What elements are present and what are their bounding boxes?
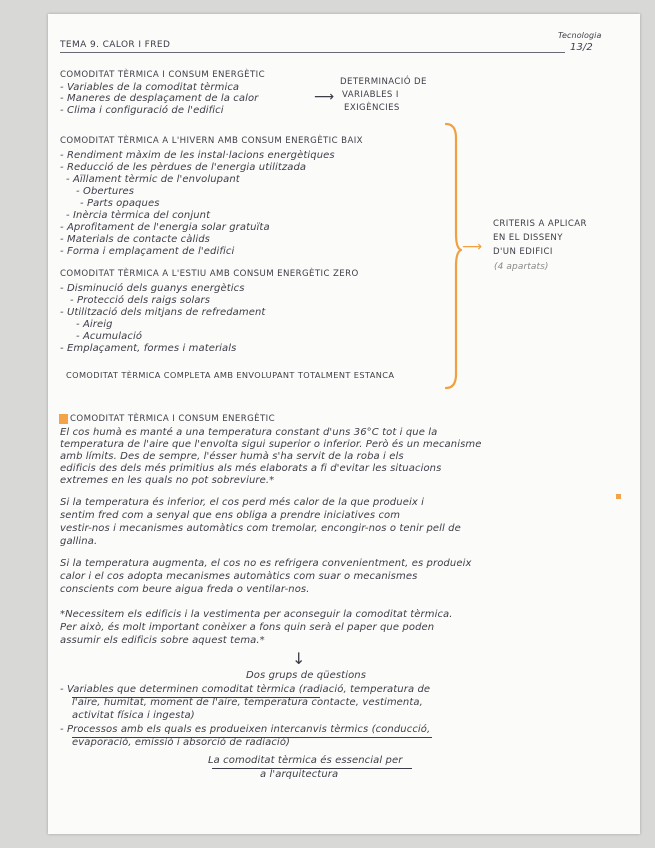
section2-item: - Aprofitament de l'energia solar gratuïta [60, 222, 270, 233]
section2-item: - Inèrcia tèrmica del conjunt [66, 210, 211, 221]
paragraph-line: conscients com beure aigua freda o ventilar-nos. [60, 584, 310, 595]
paragraph-line: El cos humà es manté a una temperatura constant d'uns 36°C tot i que la [60, 427, 438, 438]
bullet-line: - Processos amb els quals es produeixen intercanvis tèrmics (conducció, [60, 724, 431, 735]
paragraph-line: temperatura de l'aire que l'envolta sigui superior o inferior. Però és un mecanisme [60, 439, 482, 450]
paragraph-line: calor i el cos adopta mecanismes automàtics com suar o mecanismes [60, 571, 418, 582]
criteria-note: D'UN EDIFICI [493, 247, 553, 257]
section1-item: - Variables de la comoditat tèrmica [60, 82, 240, 93]
bullet-line: l'aire, humitat, moment de l'aire, temperatura contacte, vestimenta, [72, 697, 423, 708]
section2-item: - Obertures [76, 186, 135, 197]
section1-note: DETERMINACIÓ DE [340, 77, 427, 87]
paragraph-line: Si la temperatura és inferior, el cos perd més calor de la que produeix i [60, 497, 425, 508]
section2-item: - Rendiment màxim de les instal·lacions energètiques [60, 150, 335, 161]
section2-title: COMODITAT TÈRMICA A L'HIVERN AMB CONSUM ENERGÈTIC BAIX [60, 136, 363, 146]
page-date: 13/2 [570, 42, 593, 53]
orange-highlight-marker [59, 414, 68, 424]
orange-arrow-icon: ⟶ [462, 239, 483, 255]
paragraph-line: vestir-nos i mecanismes automàtics com tremolar, encongir-nos o tenir pell de [60, 523, 461, 534]
section3-item: - Aireig [76, 319, 113, 330]
quote-line: *Necessitem els edificis i la vestimenta per aconseguir la comoditat tèrmica. [60, 609, 453, 620]
section1-item: - Clima i configuració de l'edifici [60, 105, 224, 116]
section1-item: - Maneres de desplaçament de la calor [60, 93, 259, 104]
down-arrow-icon: ↓ [292, 649, 306, 668]
paragraph-line: sentim fred com a senyal que ens obliga a prendre iniciatives com [60, 510, 401, 521]
title-underline [60, 52, 565, 53]
section1-note: VARIABLES I [342, 90, 399, 100]
section3-item: - Utilització dels mitjans de refredament [60, 307, 266, 318]
section1-note: EXIGÈNCIES [344, 103, 400, 113]
bullet-line: evaporació, emissió i absorció de radiació) [72, 737, 291, 748]
paragraph-line: Si la temperatura augmenta, el cos no es refrigera convenientment, es produeix [60, 558, 472, 569]
bullet-line: - Variables que determinen comoditat tèrmica (radiació, temperatura de [60, 684, 431, 695]
paragraph-line: amb límits. Des de sempre, l'ésser humà s'ha servit de la roba i els [60, 451, 404, 462]
bullet-line: activitat física i ingesta) [72, 710, 195, 721]
paragraph-line: gallina. [60, 536, 98, 547]
section3-item: - Disminució dels guanys energètics [60, 283, 245, 294]
section1-title: COMODITAT TÈRMICA I CONSUM ENERGÈTIC [60, 70, 265, 80]
section3-item: - Protecció dels raigs solars [70, 295, 211, 306]
section2-item: - Forma i emplaçament de l'edifici [60, 246, 235, 257]
groups-title: Dos grups de qüestions [246, 670, 367, 681]
quote-line: assumir els edificis sobre aquest tema.* [60, 635, 265, 646]
notebook-page [48, 14, 640, 834]
bottom-section-title: COMODITAT TÈRMICA I CONSUM ENERGÈTIC [70, 414, 275, 424]
criteria-note: CRITERIS A APLICAR [493, 219, 587, 229]
quote-line: Per això, és molt important conèixer a fons quin serà el paper que poden [60, 622, 435, 633]
section3-title: COMODITAT TÈRMICA A L'ESTIU AMB CONSUM ENERGÈTIC ZERO [60, 269, 359, 279]
section3-item: - Acumulació [76, 331, 143, 342]
section2-item: - Reducció de les pèrdues de l'energia utilitzada [60, 162, 307, 173]
right-arrow-icon: ⟶ [314, 89, 335, 105]
corner-label: Tecnologia [558, 31, 602, 40]
section2-item: - Aïllament tèrmic de l'envolupant [66, 174, 240, 185]
section3-item: - Emplaçament, formes i materials [60, 343, 237, 354]
curly-bracket-icon [442, 122, 462, 392]
page-title: TEMA 9. CALOR I FRED [60, 40, 171, 50]
criteria-sub: (4 apartats) [494, 262, 549, 272]
paragraph-line: extremes en les quals no pot sobreviure.* [60, 475, 275, 486]
paragraph-line: edificis des dels més primitius als més elaborats a fi d'evitar les situacions [60, 463, 442, 474]
criteria-note: EN EL DISSENY [493, 233, 563, 243]
section2-item: - Parts opaques [80, 198, 160, 209]
orange-dot [616, 494, 621, 499]
section4-title: COMODITAT TÈRMICA COMPLETA AMB ENVOLUPANT TOTALMENT ESTANCA [66, 370, 395, 380]
conclusion-line: a l'arquitectura [260, 769, 339, 780]
conclusion-line: La comoditat tèrmica és essencial per [208, 755, 403, 766]
section2-item: - Materials de contacte càlids [60, 234, 210, 245]
